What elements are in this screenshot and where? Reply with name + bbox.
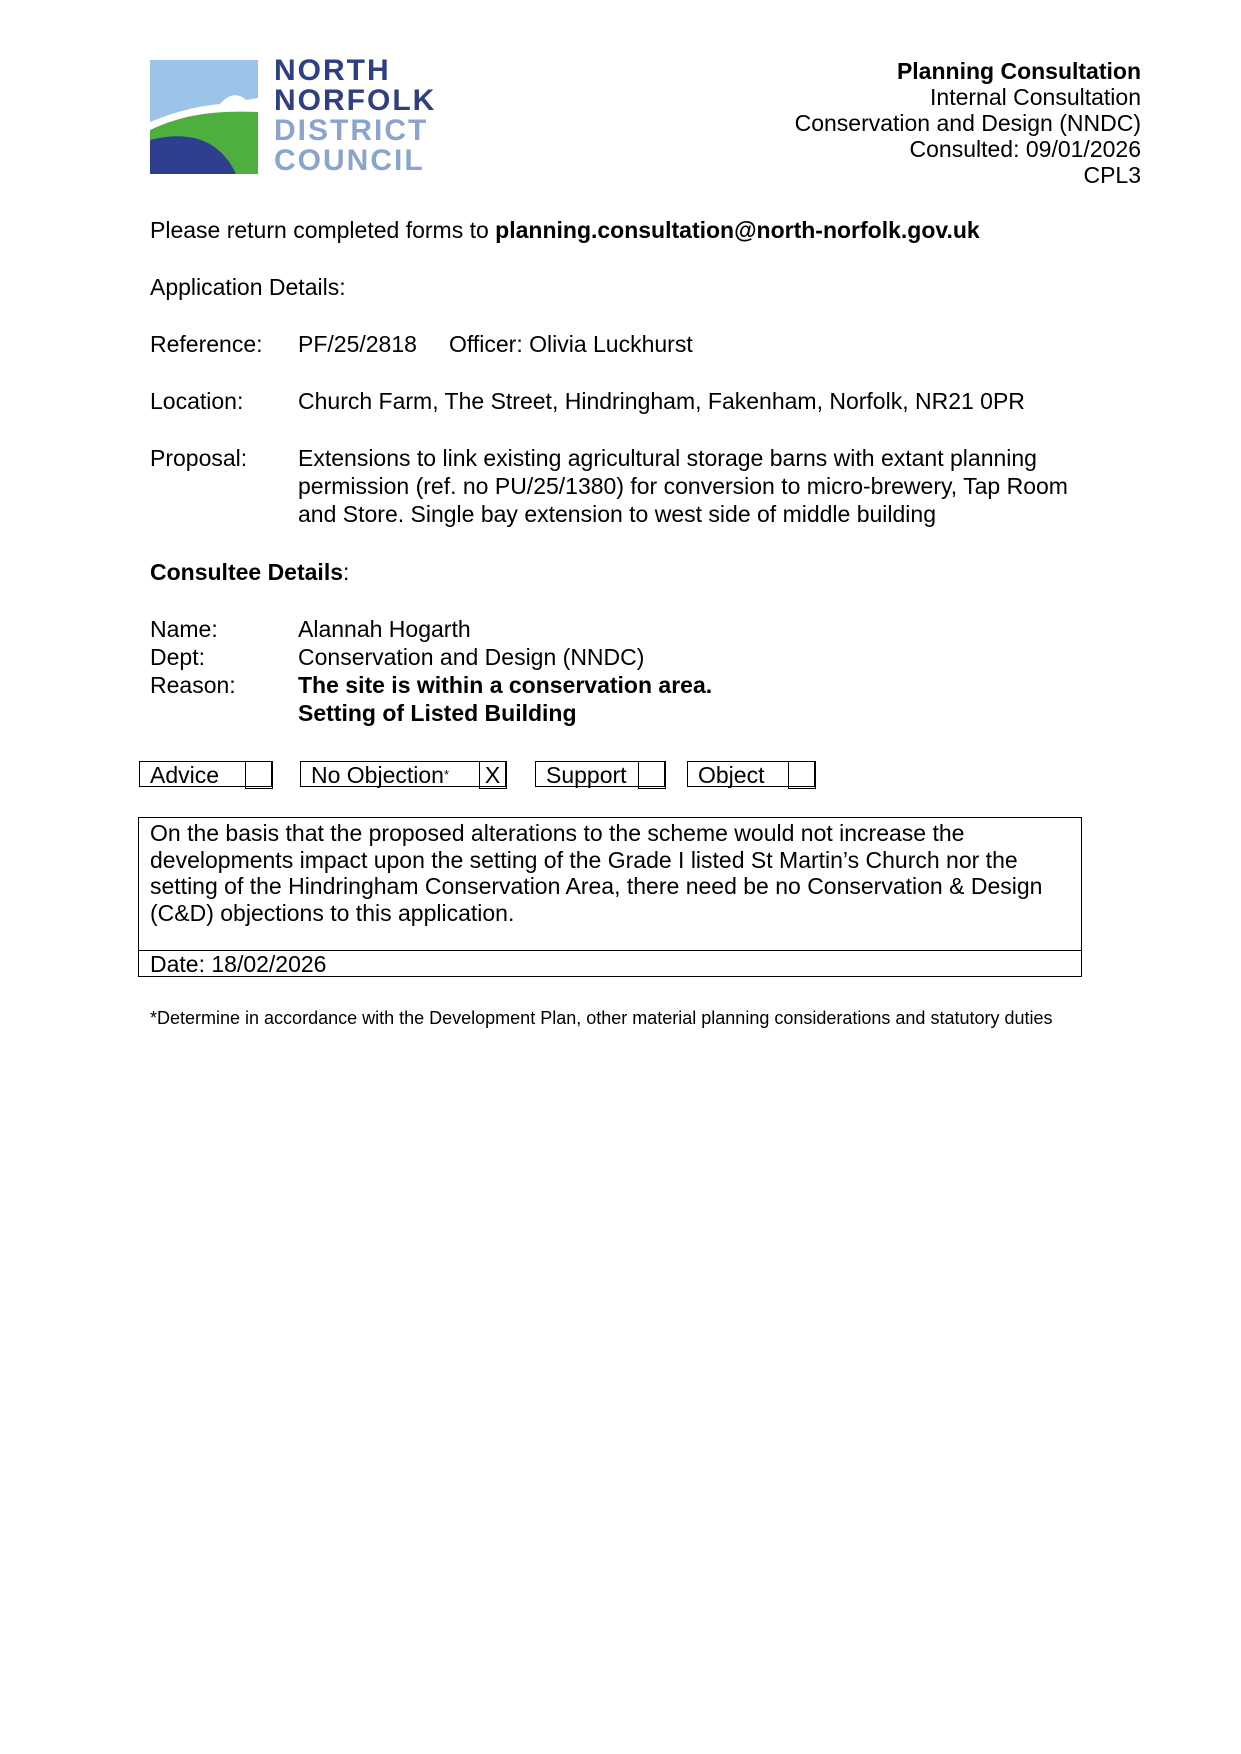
return-instruction xyxy=(150,216,980,244)
option-support-checkbox[interactable] xyxy=(638,761,666,789)
consultee-heading-text: Consultee Details xyxy=(150,559,343,585)
option-object[interactable] xyxy=(687,761,815,787)
reason-line: Setting of Listed Building xyxy=(298,700,577,726)
header-code: CPL3 xyxy=(1083,162,1141,188)
logo-line-north: NORTH xyxy=(274,54,391,87)
option-advice-label: Advice xyxy=(150,762,220,788)
reason-label: Reason: xyxy=(150,672,236,698)
landscape-logo-icon xyxy=(150,60,258,174)
option-object-checkbox[interactable] xyxy=(788,761,816,789)
proposal-text xyxy=(298,444,1068,528)
proposal-line: permission (ref. no PU/25/1380) for conversion to micro-brewery, Tap Room xyxy=(298,473,1068,499)
logo-line-district: DISTRICT xyxy=(274,114,429,147)
dept-label: Dept: xyxy=(150,644,205,670)
reference-value: PF/25/2818 xyxy=(298,331,417,357)
proposal-line: Extensions to link existing agricultural storage barns with extant planning xyxy=(298,445,1037,471)
proposal-line: and Store. Single bay extension to west side of middle building xyxy=(298,501,937,527)
header-title: Planning Consultation xyxy=(896,58,1141,84)
name-value: Alannah Hogarth xyxy=(298,616,471,642)
return-prefix: Please return completed forms to xyxy=(150,217,496,243)
header-dept: Conservation and Design (NNDC) xyxy=(794,110,1141,136)
option-support-label: Support xyxy=(546,762,627,788)
option-advice[interactable] xyxy=(139,761,272,787)
option-no-objection-label xyxy=(311,762,449,788)
comment-line: developments impact upon the setting of the Grade I listed St Martin’s Church nor the xyxy=(150,846,1018,873)
consultee-heading xyxy=(150,558,349,586)
proposal-label: Proposal: xyxy=(150,445,248,471)
reason-line: The site is within a conservation area. xyxy=(298,672,713,698)
consultee-heading-colon: : xyxy=(343,559,350,585)
logo-line-council: COUNCIL xyxy=(274,144,425,177)
option-support[interactable] xyxy=(535,761,665,787)
comment-box xyxy=(138,817,1082,977)
council-logo xyxy=(150,56,440,176)
comment-line: (C&D) objections to this application. xyxy=(150,899,515,926)
option-no-objection[interactable] xyxy=(300,761,506,787)
logo-line-norfolk: NORFOLK xyxy=(274,84,437,117)
council-name xyxy=(274,56,436,176)
option-no-objection-asterisk: * xyxy=(443,767,450,782)
footnote: *Determine in accordance with the Development Plan, other material planning considerations and statutory duties xyxy=(150,1008,1053,1028)
option-object-label: Object xyxy=(698,762,765,788)
comment-line: setting of the Hindringham Conservation Area, there need be no Conservation & Design xyxy=(150,873,1043,899)
comment-text[interactable] xyxy=(150,820,1070,926)
option-advice-checkbox[interactable] xyxy=(245,761,273,789)
officer-value: Officer: Olivia Luckhurst xyxy=(449,331,693,357)
application-heading: Application Details: xyxy=(150,274,346,300)
return-email-link[interactable]: planning.consultation@north-norfolk.gov.uk xyxy=(495,217,980,243)
dept-value: Conservation and Design (NNDC) xyxy=(298,644,645,670)
name-label: Name: xyxy=(150,616,218,642)
reference-label: Reference: xyxy=(150,331,263,357)
location-value: Church Farm, The Street, Hindringham, Fakenham, Norfolk, NR21 0PR xyxy=(298,388,1025,414)
location-label: Location: xyxy=(150,388,244,414)
comment-line: On the basis that the proposed alterations to the scheme would not increase the xyxy=(150,820,965,846)
reason-value xyxy=(298,671,712,727)
header-type: Internal Consultation xyxy=(930,84,1141,110)
comment-date[interactable]: Date: 18/02/2026 xyxy=(150,951,327,977)
option-no-objection-checkbox[interactable]: X xyxy=(479,761,507,789)
consultation-header xyxy=(795,58,1141,188)
option-no-objection-text: No Objection xyxy=(311,762,444,788)
header-consulted-date: Consulted: 09/01/2026 xyxy=(909,136,1141,162)
